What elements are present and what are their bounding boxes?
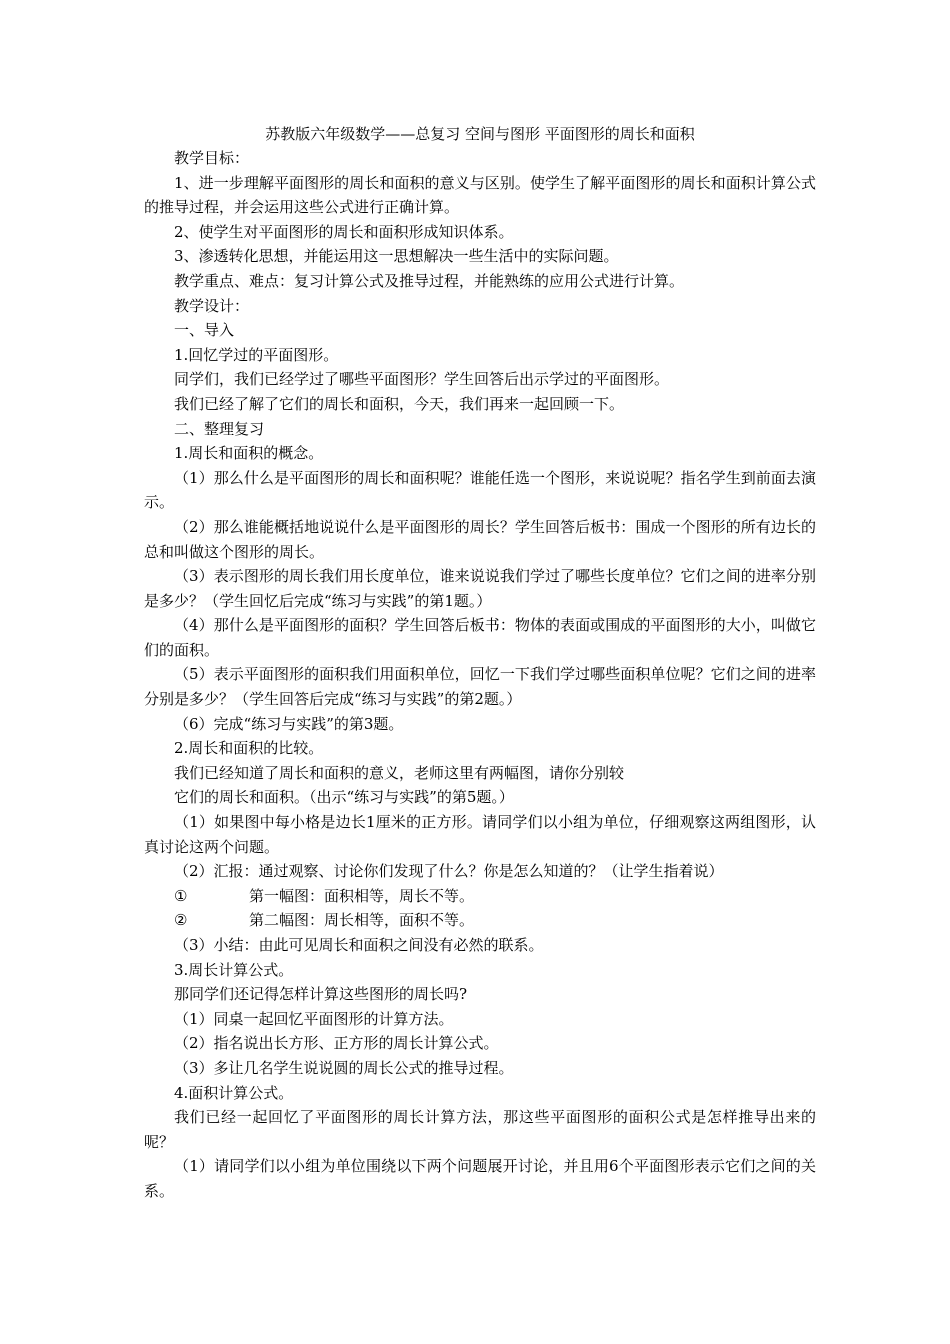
paragraph: 它们的周长和面积。（出示“练习与实践”的第5题。） xyxy=(174,788,514,807)
paragraph: （6）完成“练习与实践”的第3题。 xyxy=(174,714,404,733)
paragraph: （2）那么谁能概括地说说什么是平面图形的周长？学生回答后板书：围成一个图形的所有边长的总和叫做这个图形的周长。 xyxy=(144,517,816,561)
subheading-area-formula: 4.面积计算公式。 xyxy=(174,1083,294,1102)
paragraph: （1）如果图中每小格是边长1厘米的正方形。请同学们以小组为单位，仔细观察这两组图形，认真讨论这两个问题。 xyxy=(144,813,816,856)
paragraph: 我们已经知道了周长和面积的意义，老师这里有两幅图，请你分别较 xyxy=(174,763,625,782)
subheading-comparison: 2.周长和面积的比较。 xyxy=(174,739,324,758)
part-heading-review: 二、整理复习 xyxy=(174,419,265,438)
paragraph: 我们已经了解了它们的周长和面积，今天，我们再来一起回顾一下。 xyxy=(174,394,625,413)
section-heading-objectives: 教学目标： xyxy=(174,149,250,167)
list-item-text: 第二幅图：周长相等，面积不等。 xyxy=(249,911,475,930)
paragraph: （1）那么什么是平面图形的周长和面积呢？谁能任选一个图形，来说说呢？指名学生到前面去演示。 xyxy=(144,468,816,512)
document-page xyxy=(144,122,816,1204)
circled-number: ② xyxy=(174,911,188,930)
objective-1: 1、进一步理解平面图形的周长和面积的意义与区别。使学生了解平面图形的周长和面积计算公式的推导过程，并会运用这些公式进行正确计算。 xyxy=(144,173,816,217)
subheading-recall-shapes: 1.回忆学过的平面图形。 xyxy=(174,345,339,364)
circled-number: ① xyxy=(174,886,188,905)
key-points: 教学重点、难点：复习计算公式及推导过程，并能熟练的应用公式进行计算。 xyxy=(174,271,685,290)
paragraph: 我们已经一起回忆了平面图形的周长计算方法，那这些平面图形的面积公式是怎样推导出来的呢？ xyxy=(144,1108,816,1151)
section-heading-design: 教学设计： xyxy=(174,296,250,315)
paragraph: （2）指名说出长方形、正方形的周长计算公式。 xyxy=(174,1034,499,1053)
list-item-text: 第一幅图：面积相等，周长不等。 xyxy=(249,886,475,905)
paragraph: 同学们，我们已经学过了哪些平面图形？学生回答后出示学过的平面图形。 xyxy=(174,370,670,389)
document-title: 苏教版六年级数学——总复习 空间与图形 平面图形的周长和面积 xyxy=(265,125,695,143)
paragraph: （1）请同学们以小组为单位围绕以下两个问题展开讨论，并且用6个平面图形表示它们之间的关系。 xyxy=(144,1157,816,1200)
paragraph: （4）那什么是平面图形的面积？学生回答后板书：物体的表面或围成的平面图形的大小，叫做它们的面积。 xyxy=(144,616,816,659)
paragraph: （3）表示图形的周长我们用长度单位，谁来说说我们学过了哪些长度单位？它们之间的进率分别是多少？（学生回忆后完成“练习与实践”的第1题。） xyxy=(144,567,816,610)
list-item xyxy=(144,884,816,909)
paragraph: （3）小结：由此可见周长和面积之间没有必然的联系。 xyxy=(174,936,544,954)
subheading-perimeter-formula: 3.周长计算公式。 xyxy=(174,960,294,979)
part-heading-intro: 一、导入 xyxy=(174,321,235,340)
paragraph: （3）多让几名学生说说圆的周长公式的推导过程。 xyxy=(174,1058,514,1077)
objective-3: 3、渗透转化思想，并能运用这一思想解决一些生活中的实际问题。 xyxy=(174,247,619,266)
paragraph: （1）同桌一起回忆平面图形的计算方法。 xyxy=(174,1009,454,1028)
paragraph: （2）汇报：通过观察、讨论你们发现了什么？你是怎么知道的？（让学生指着说） xyxy=(174,862,724,881)
list-item xyxy=(144,908,816,933)
objective-2: 2、使学生对平面图形的周长和面积形成知识体系。 xyxy=(174,222,514,241)
paragraph: 那同学们还记得怎样计算这些图形的周长吗? xyxy=(174,985,468,1004)
subheading-concepts: 1.周长和面积的概念。 xyxy=(174,444,324,463)
paragraph: （5）表示平面图形的面积我们用面积单位，回忆一下我们学过哪些面积单位呢？它们之间的进率分别是多少？（学生回答后完成“练习与实践”的第2题。） xyxy=(144,665,816,709)
